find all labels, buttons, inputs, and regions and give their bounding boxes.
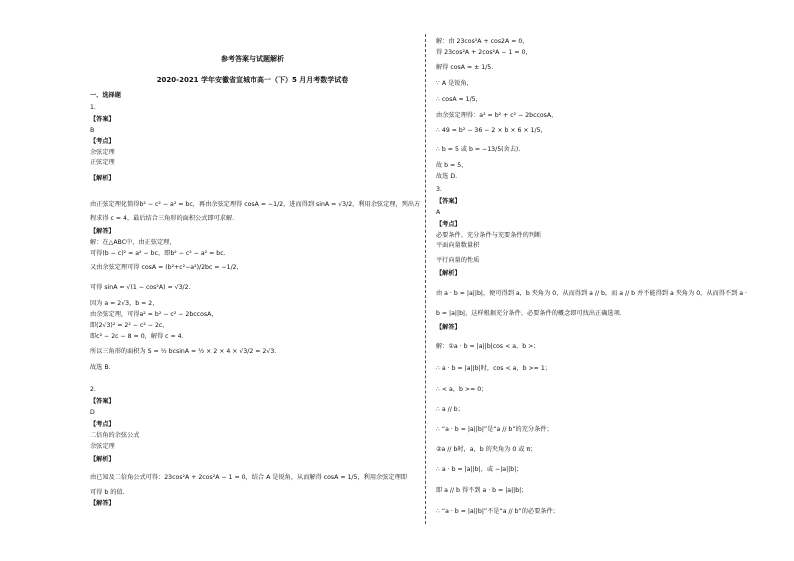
q3-solution-line-5: ∴ “a · b = |a||b|”是“a // b”的充分条件； [436,426,553,433]
q1-solution-line-3: 又由余弦定理可得 cosA = (b²+c²−a²)/2bc = −1/2， [90,264,243,271]
q3-solution-line-6: ②a // b时，a，b 的夹角为 0 或 π； [436,446,537,453]
document-subtitle: 2020-2021 学年安徽省宣城市高一（下）5 月月考数学试卷 [156,76,349,84]
q1-answer-tag: 【答案】 [90,116,115,123]
q2-point-2: 余弦定理 [90,443,115,450]
q1-solution-line-7: 即(2√3)² = 2² − c² − 2c， [90,322,169,329]
q1-answer: B [90,127,95,134]
q1-point-tag: 【考点】 [90,138,115,145]
q3-solution-line-9: ∴ “a · b = |a||b|”不是“a // b”的必要条件； [436,508,559,515]
document-title: 参考答案与试题解析 [221,55,284,63]
q2-answer: D [90,409,95,416]
q1-solution-line-9: 所以三角形的面积为 S = ½ bcsinA = ½ × 2 × 4 × √3/2 = 2√3. [90,348,277,355]
q3-solution-line-1: 解：①a · b = |a||b|cos < a，b >； [436,343,540,350]
column-divider [425,34,426,524]
q2-solution-line-4: ∵ A 是锐角， [436,80,473,87]
q2-solution-line-6: 由余弦定理得：a² = b² + c² − 2bccosA， [436,112,558,119]
q2-number: 2. [90,386,96,393]
q2-point-tag: 【考点】 [90,421,115,428]
q2-analysis-tag: 【解析】 [90,456,115,463]
q3-solution-line-2: ∴ a · b = |a||b|时，cos < a，b >= 1； [436,365,551,372]
q3-solution-line-4: ∴ a // b； [436,406,464,413]
q3-solution-line-3: ∴ < a，b >= 0； [436,386,488,393]
q2-analysis-line-2: 可得 b 的值. [90,489,125,496]
q3-solution-line-7: ∴ a · b = |a||b|，或 −|a||b|； [436,466,523,473]
q2-solution-line-10: 故选 D. [436,173,458,180]
q2-analysis-line-1: 由已知及二倍角公式可得：23cos²A + 2cos²A − 1 = 0，结合 A 是锐角，从而解得 cosA = 1/5，利用余弦定理即 [90,474,407,481]
q3-answer: A [436,209,441,216]
q3-number: 3. [436,186,442,193]
q1-solution-line-6: 由余弦定理，可得a² = b² − c² − 2bccosA， [90,311,218,318]
q1-point-1: 余弦定理 [90,149,115,156]
q1-analysis-tag: 【解析】 [90,175,115,182]
q2-answer-tag: 【答案】 [90,398,115,405]
q2-solution-line-2: 得 23cos²A + 2cos²A − 1 = 0， [436,49,532,56]
q3-solution-line-8: 即 a // b 得不到 a · b = |a||b|； [436,487,528,494]
q1-number: 1. [90,104,96,111]
q2-solution-line-5: ∴ cosA = 1/5， [436,96,482,103]
q3-analysis-line-1: 由 a · b = |a||b|，便可得到 a，b 夹角为 0，从而得到 a // b，而 a // b 并不能得到 a 夹角为 0，从而得不到 a · [436,290,747,297]
q1-solution-line-10: 故选 B. [90,364,111,371]
q1-solution-line-8: 即c² − 2c − 8 = 0，解得 c = 4. [90,333,184,340]
q3-point-1: 必要条件、充分条件与充要条件的判断 [436,232,542,239]
q3-point-2: 平面向量数量积 [436,242,480,249]
q2-point-1: 二倍角的余弦公式 [90,432,140,439]
q1-solution-line-2: 可得(b − c)² = a² − bc，即b² − c² − a² = bc. [90,250,226,257]
q2-solution-tag: 【解答】 [90,500,115,507]
q3-analysis-line-2: b = |a||b|，这样根据充分条件、必要条件的概念即可找出正确选项. [436,310,622,317]
q1-solution-tag: 【解答】 [90,228,115,235]
q1-solution-line-1: 解：在△ABC中，由正弦定理， [90,239,176,246]
q2-solution-line-8: ∴ b = 5 或 b = −13/5(舍去). [436,146,521,153]
q1-solution-line-4: 可得 sinA = √(1 − cos²A) = √3/2. [90,284,191,291]
q3-analysis-tag: 【解析】 [436,270,461,277]
q3-point-3: 平行向量的性质 [436,257,480,264]
q3-answer-tag: 【答案】 [436,198,461,205]
q2-solution-line-7: ∴ 49 = b² − 36 − 2 × b × 6 × 1/5， [436,127,547,134]
q1-solution-line-5: 因为 a = 2√3，b = 2， [90,300,159,307]
q2-solution-line-1: 解：由 23cos²A + cos2A = 0， [436,38,529,45]
q3-point-tag: 【考点】 [436,221,461,228]
q2-solution-line-3: 解得 cosA = ± 1/5. [436,64,494,71]
q3-solution-tag: 【解答】 [436,324,461,331]
q1-analysis-line-2: 程求得 c = 4，最后结合三角形的面积公式即可求解. [90,215,235,222]
q1-point-2: 正弦定理 [90,159,115,166]
section-heading: 一、选择题 [90,92,121,99]
q1-analysis-line-1: 由正弦定理化简得b² − c² − a² = bc，再由余弦定理得 cosA = −1/2，进而得到 sinA = √3/2，利用余弦定理，列出方 [90,201,421,208]
q2-solution-line-9: 故 b = 5， [436,162,468,169]
